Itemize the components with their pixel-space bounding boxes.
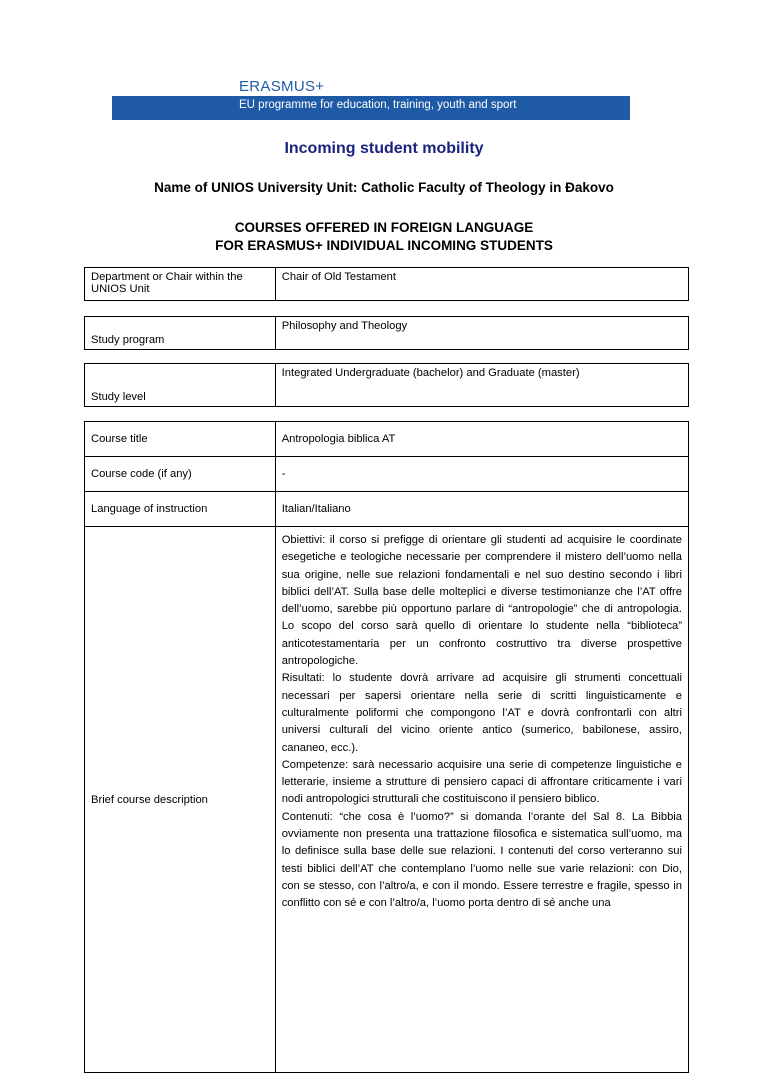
heading-line-1: COURSES OFFERED IN FOREIGN LANGUAGE — [234, 220, 534, 235]
course-title-value: Antropologia biblica AT — [275, 422, 688, 457]
study-program-table — [84, 316, 689, 350]
description-contenuti: Contenuti: “che cosa è l’uomo?” si domanda l’orante del Sal 8. La Bibbia ovviamente non presenta una trattazione filosofica e sistematica sull’uomo, ma lo definisce sulla base delle sue relazioni. I contenuti del corso verteranno sui testi biblici dell’AT che contemplano l’uomo nelle sue varie relazioni: con Dio, con se stesso, con l’altro/a, e con il mondo. Essere terrestre e fragile, spesso in conflitto con sé e con l’altro/a, l’uomo porta dentro di sé anche una — [281, 810, 682, 910]
course-code-value: - — [275, 457, 688, 492]
course-table — [84, 421, 689, 1073]
study-program-value: Philosophy and Theology — [275, 317, 688, 350]
unit-name: Name of UNIOS University Unit: Catholic Faculty of Theology in Đakovo — [154, 180, 614, 195]
study-level-label: Study level — [85, 364, 276, 407]
course-title-label: Course title — [85, 422, 276, 457]
heading-line-2: FOR ERASMUS+ INDIVIDUAL INCOMING STUDENTS — [215, 238, 553, 253]
description-risultati: Risultati: lo studente dovrà arrivare ad acquisire gli strumenti concettuali necessari per sapersi orientare nella serie di scritti linguisticamente e culturalmente poliformi che compongono l’AT e dovrà confrontarli con altri universi culturali del vicino oriente antico (sumerico, babilonese, assiro, cananeo, ecc.). — [281, 672, 682, 754]
language-label: Language of instruction — [85, 492, 276, 527]
description-competenze: Competenze: sarà necessario acquisire una serie di competenze linguistiche e letterarie, insieme a strutture di pensiero capaci di affrontare criticamente i vari nodi antropologici strutturali che costituiscono il pensiero biblico. — [281, 758, 682, 806]
description-label: Brief course description — [85, 527, 276, 1073]
department-table — [84, 267, 689, 301]
erasmus-banner — [112, 74, 630, 120]
description-obiettivi: Obiettivi: il corso si prefigge di orientare gli studenti ad acquisire le coordinate esegetiche e teologiche necessarie per comprendere il mistero dell’uomo nella sua origine, nelle sue relazioni fondamentali e nel suo destino secondo i libri biblici dell’AT. Sulla base delle molteplici e diverse testimonianze che l’AT offre dell’uomo, sarebbe più opportuno parlare di “antropologie” che di antropologia. Lo scopo del corso sarà quello di orientare lo studente nella “biblioteca” anticotestamentaria per un confronto costruttivo tra diverse prospettive antropologiche. — [281, 534, 682, 668]
course-code-label: Course code (if any) — [85, 457, 276, 492]
banner-tagline: EU programme for education, training, youth and sport — [239, 99, 517, 111]
page-title: Incoming student mobility — [284, 140, 484, 157]
language-value: Italian/Italiano — [275, 492, 688, 527]
department-value: Chair of Old Testament — [275, 268, 688, 301]
study-program-label: Study program — [85, 317, 276, 350]
course-description — [275, 527, 688, 1073]
section-heading — [0, 219, 768, 255]
erasmus-brand: ERASMUS+ — [239, 78, 325, 95]
banner-bar — [112, 96, 630, 120]
study-level-value: Integrated Undergraduate (bachelor) and Graduate (master) — [275, 364, 688, 407]
department-label: Department or Chair within the UNIOS Unit — [85, 268, 276, 301]
study-level-table — [84, 363, 689, 407]
